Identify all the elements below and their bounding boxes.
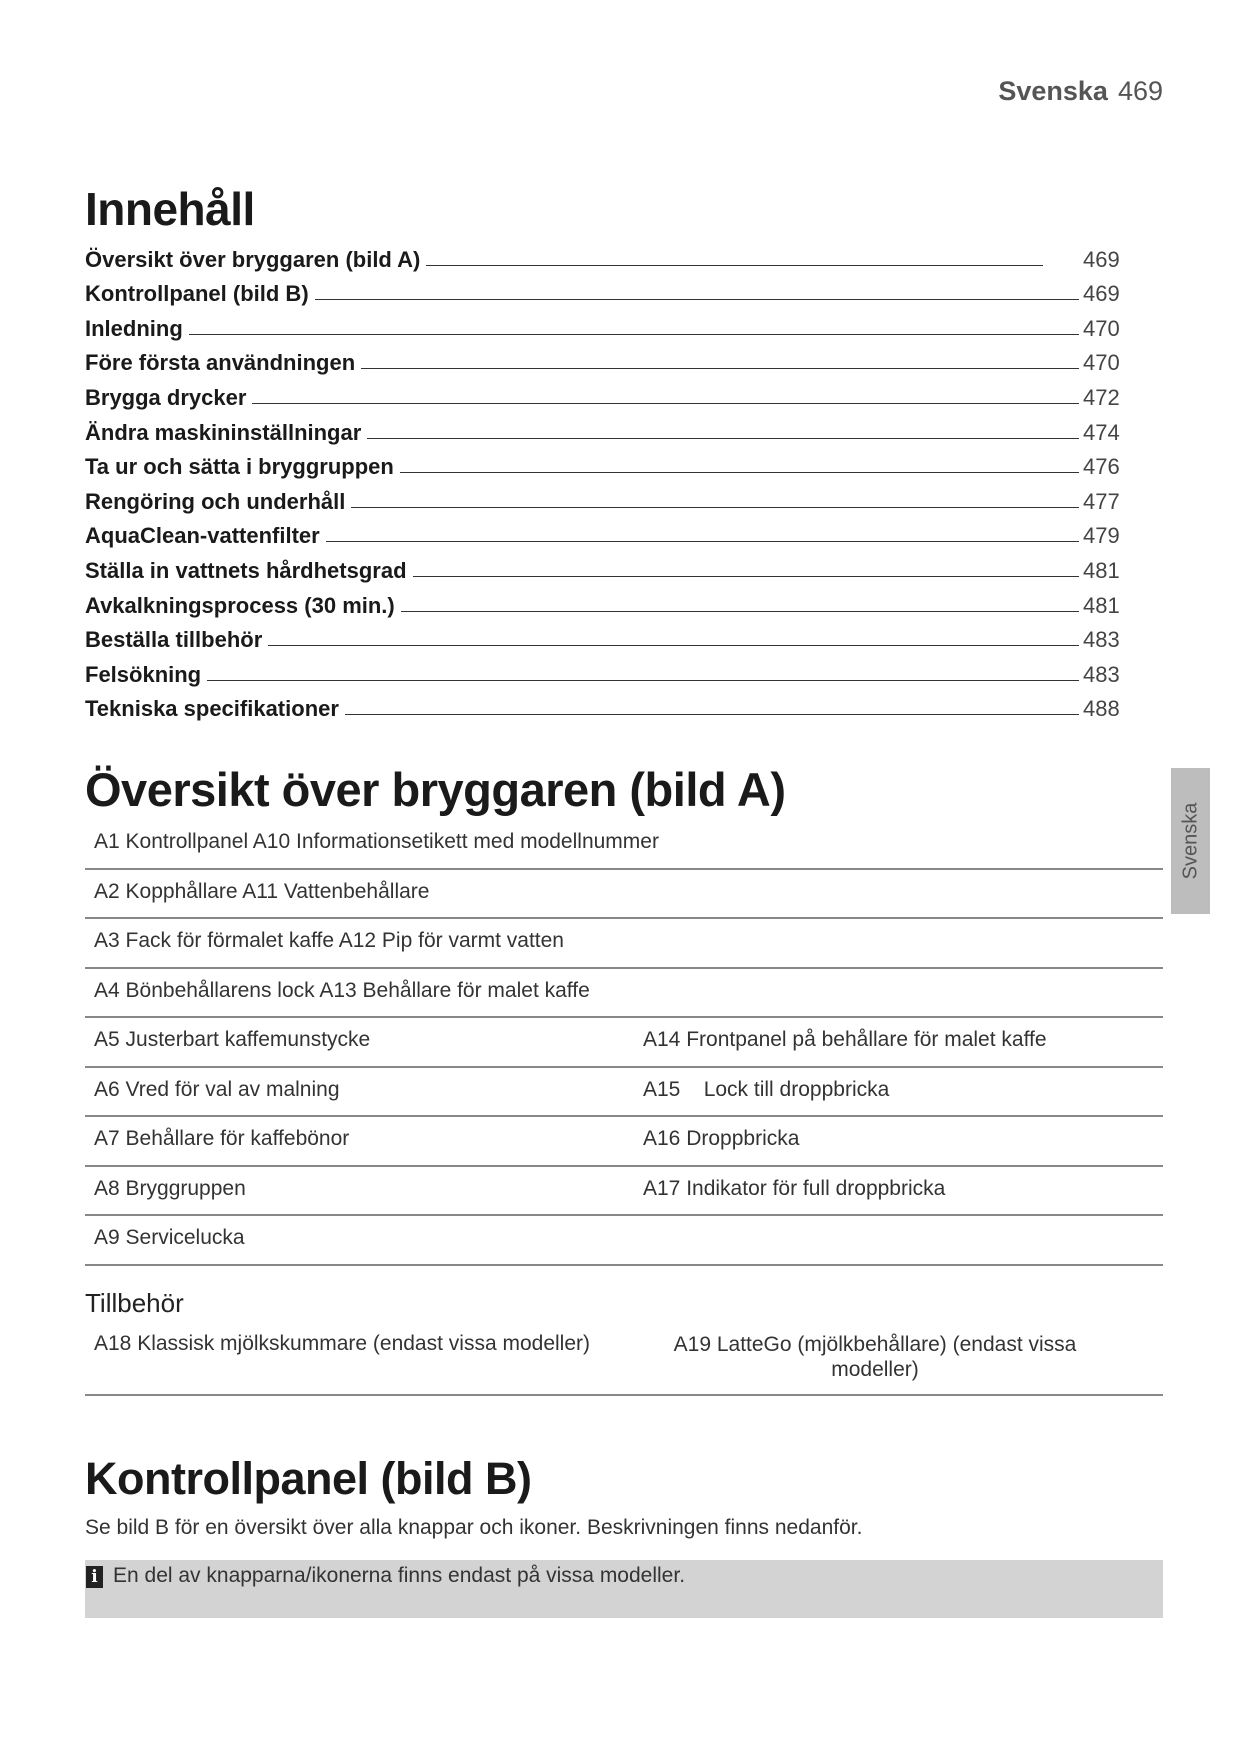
table-row [85, 919, 1163, 969]
part-right: A14 Frontpanel på behållare för malet kaffe [643, 1028, 1047, 1051]
toc-leader-line [401, 611, 1079, 612]
table-row [85, 1018, 1163, 1068]
toc-leader-line [367, 438, 1079, 439]
toc-entry[interactable] [85, 342, 1125, 377]
info-note [85, 1560, 1163, 1618]
toc-entry-title: Felsökning [85, 661, 202, 687]
toc-entry-title: AquaClean-vattenfilter [85, 523, 320, 549]
toc-entry[interactable] [85, 273, 1125, 308]
accessory-a18: A18 Klassisk mjölkskummare (endast vissa modeller) [94, 1332, 590, 1355]
toc-entry-page: 483 [1083, 661, 1120, 687]
accessory-a19-line2: modeller) [831, 1358, 919, 1381]
accessory-a19 [660, 1332, 1090, 1382]
toc-entry[interactable] [85, 584, 1125, 619]
overview-title: Översikt över bryggaren (bild A) [85, 763, 786, 816]
part-left: A7 Behållare för kaffebönor [94, 1127, 350, 1150]
language-side-tab [1171, 768, 1210, 914]
table-of-contents [85, 238, 1125, 722]
toc-leader-line [207, 680, 1079, 681]
toc-entry[interactable] [85, 549, 1125, 584]
toc-leader-line [189, 334, 1079, 335]
toc-title: Innehåll [85, 183, 255, 235]
toc-entry[interactable] [85, 376, 1125, 411]
accessories-title: Tillbehör [85, 1288, 184, 1318]
part-left: A6 Vred för val av malning [94, 1077, 340, 1101]
control-panel-title: Kontrollpanel (bild B) [85, 1453, 532, 1504]
part-right: A17 Indikator för full droppbricka [643, 1176, 946, 1200]
toc-entry-title: Avkalkningsprocess (30 min.) [85, 592, 395, 618]
toc-entry-page: 481 [1083, 592, 1120, 618]
toc-entry[interactable] [85, 446, 1125, 481]
toc-entry-page: 477 [1083, 488, 1120, 514]
toc-leader-line [268, 645, 1079, 646]
toc-leader-line [361, 368, 1079, 369]
toc-entry-title: Före första användningen [85, 350, 356, 376]
table-row [85, 969, 1163, 1019]
part-left: A4 Bönbehållarens lock A13 Behållare för malet kaffe [94, 978, 590, 1002]
toc-entry-title: Översikt över bryggaren (bild A) [85, 246, 421, 272]
control-panel-intro: Se bild B för en översikt över alla knappar och ikoner. Beskrivningen finns nedanför. [85, 1516, 863, 1539]
toc-leader-line [400, 472, 1079, 473]
table-row [85, 1117, 1163, 1167]
part-right: A16 Droppbricka [643, 1127, 800, 1150]
toc-entry[interactable] [85, 619, 1125, 654]
toc-entry[interactable] [85, 411, 1125, 446]
toc-entry[interactable] [85, 480, 1125, 515]
part-left: A2 Kopphållare A11 Vattenbehållare [94, 879, 430, 903]
parts-table [85, 820, 1163, 1266]
page-number: 469 [1117, 76, 1163, 106]
toc-entry[interactable] [85, 515, 1125, 550]
toc-entry-page: 488 [1083, 696, 1120, 722]
info-icon: i [86, 1566, 103, 1588]
toc-entry-page: 470 [1083, 315, 1120, 341]
part-left: A3 Fack för förmalet kaffe A12 Pip för varmt vatten [94, 929, 564, 952]
part-left: A5 Justerbart kaffemunstycke [94, 1028, 371, 1051]
part-left: A8 Bryggruppen [94, 1176, 246, 1200]
toc-entry-title: Kontrollpanel (bild B) [85, 281, 309, 307]
toc-entry-title: Ta ur och sätta i bryggruppen [85, 454, 394, 480]
part-right: A15 Lock till droppbricka [643, 1077, 890, 1101]
accessory-a19-line1: A19 LatteGo (mjölkbehållare) (endast vissa [673, 1333, 1077, 1356]
toc-leader-line [351, 507, 1079, 508]
page-header [998, 76, 1163, 107]
table-row [85, 820, 1163, 870]
part-left: A9 Servicelucka [94, 1226, 245, 1249]
info-note-text: En del av knapparna/ikonerna finns endast på vissa modeller. [113, 1564, 686, 1587]
toc-entry-title: Ändra maskininställningar [85, 419, 362, 445]
toc-entry-page: 469 [1083, 281, 1120, 307]
toc-leader-line [345, 714, 1079, 715]
toc-leader-line [315, 299, 1079, 300]
table-row [85, 1216, 1163, 1266]
toc-entry-page: 476 [1083, 454, 1120, 480]
toc-entry-page: 472 [1083, 384, 1120, 410]
table-row [85, 870, 1163, 920]
accessories-row [85, 1330, 1163, 1396]
side-tab-label: Svenska [1179, 802, 1201, 880]
toc-entry-page: 474 [1083, 419, 1120, 445]
toc-entry-title: Beställa tillbehör [85, 627, 263, 653]
toc-entry[interactable] [85, 688, 1125, 723]
toc-entry-title: Rengöring och underhåll [85, 488, 346, 514]
toc-entry-title: Tekniska specifikationer [85, 696, 339, 722]
toc-leader-line [252, 403, 1079, 404]
toc-entry[interactable] [85, 307, 1125, 342]
toc-entry-page: 469 [1083, 246, 1120, 272]
toc-entry-page: 483 [1083, 627, 1120, 653]
header-language: Svenska [998, 76, 1108, 106]
table-row [85, 1167, 1163, 1217]
toc-entry-page: 470 [1083, 350, 1120, 376]
toc-leader-line [426, 265, 1043, 266]
toc-entry[interactable] [85, 238, 1125, 273]
toc-entry-page: 481 [1083, 557, 1120, 583]
table-row [85, 1068, 1163, 1118]
part-left: A1 Kontrollpanel A10 Informationsetikett med modellnummer [94, 830, 659, 853]
toc-leader-line [413, 576, 1079, 577]
toc-leader-line [326, 541, 1079, 542]
toc-entry-title: Brygga drycker [85, 384, 247, 410]
toc-entry[interactable] [85, 653, 1125, 688]
toc-entry-page: 479 [1083, 523, 1120, 549]
toc-entry-title: Ställa in vattnets hårdhetsgrad [85, 557, 407, 583]
toc-entry-title: Inledning [85, 315, 183, 341]
